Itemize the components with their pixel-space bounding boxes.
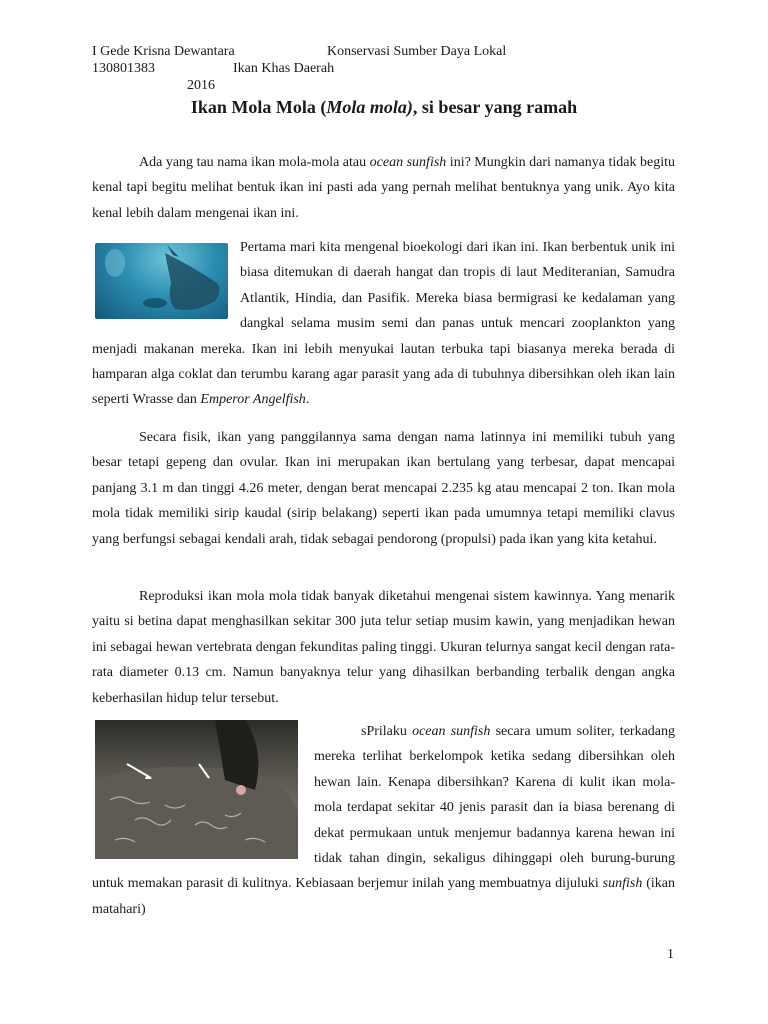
behavior-italic-2: sunfish — [602, 876, 643, 892]
page-number: 1 — [667, 947, 674, 962]
bioecology-paragraph — [92, 235, 675, 413]
topic-name: Ikan Khas Daerah — [233, 61, 335, 76]
behavior-text-3: (ikan matahari) — [92, 876, 676, 917]
intro-text-1: Ada yang tau nama ikan mola-mola atau — [139, 155, 370, 170]
bioecology-text-2: . — [305, 392, 310, 408]
page-title — [92, 96, 676, 118]
bioecology-italic: Emperor Angelfish — [200, 392, 306, 408]
behavior-italic-1: ocean sunfish — [412, 724, 491, 739]
title-main: Ikan Mola Mola ( — [190, 97, 327, 117]
title-latin: Mola mola) — [326, 97, 413, 117]
bioecology-text-1: Pertama mari kita mengenal bioekologi dari ikan ini. Ikan berbentuk unik ini biasa ditemukan di daerah hangat dan tropis di laut Mediteranian, Samudra Atlantik, Hindia, dan Pasifik. Mereka biasa bermigrasi ke kedalaman yang dangkal selama musim semi dan panas untuk mencari zooplankton yang menjadi makanan mereka. Ikan ini lebih menyukai lautan terbuka tapi biasanya mereka berada di hamparan alga coklat dan terumbu karang agar parasit yang ada di tubuhnya dibersihkan oleh ikan lain seperti Wrasse dan — [92, 240, 675, 408]
intro-text-2: ini? Mungkin dari namanya tidak begitu kenal tapi begitu melihat bentuk ikan ini pasti ada yang pernah melihat bentuknya yang unik. Ayo kita kenal lebih dalam mengenai ikan ini. — [92, 155, 675, 221]
intro-italic: ocean sunfish — [369, 155, 447, 170]
course-name: Konservasi Sumber Daya Lokal — [327, 44, 507, 59]
underwater-sunfish-photo — [95, 243, 228, 319]
year: 2016 — [187, 78, 215, 93]
student-id: 130801383 — [92, 61, 155, 76]
behavior-text-2: secara umum soliter, terkadang mereka terlihat berkelompok ketika sedang dibersihkan oleh hewan lain. Kenapa dibersihkan? Karena di kulit ikan mola-mola terdapat sekitar 40 jenis parasit dan ia biasa berenang di dekat permukaan untuk menjemur badannya karena hewan ini tidak tahan dingin, sekaligus dihinggapi oleh burung-burung untuk memakan parasit di kulitnya. Kebiasaan berjemur inilah yang membuatnya dijuluki — [92, 724, 675, 892]
sunfish-skin-photo — [95, 720, 298, 859]
behavior-text-1: sPrilaku — [361, 724, 413, 739]
behavior-paragraph — [92, 719, 675, 922]
physical-paragraph: Secara fisik, ikan yang panggilannya sama dengan nama latinnya ini memiliki tubuh yang besar tetapi gepeng dan ovular. Ikan ini merupakan ikan bertulang yang terbesar, dapat mencapai panjang 3.1 m dan tinggi 4.26 meter, dengan berat mencapai 2.235 kg atau mencapai 2 ton. Ikan mola mola tidak memiliki sirip kaudal (sirip belakang) seperti ikan pada umumnya tetapi memiliki clavus yang berfungsi sebagai kendali arah, tidak sebagai pendorong (propulsi) pada ikan yang kita ketahui. — [92, 430, 675, 547]
author-name: I Gede Krisna Dewantara — [92, 44, 235, 59]
title-rest: , si besar yang ramah — [412, 97, 578, 117]
intro-paragraph — [92, 150, 675, 226]
reproduction-paragraph: Reproduksi ikan mola mola tidak banyak diketahui mengenai sistem kawinnya. Yang menarik yaitu si betina dapat menghasilkan sekitar 300 juta telur setiap musim kawin, yang menjadikan hewan ini sebagai hewan vertebrata dengan fekunditas paling tinggi. Ukuran telurnya sangat kecil dengan rata-rata diameter 0.13 cm. Namun banyaknya telur yang dihasilkan berbanding terbalik dengan angka keberhasilan hidup telur tersebut. — [92, 589, 675, 706]
